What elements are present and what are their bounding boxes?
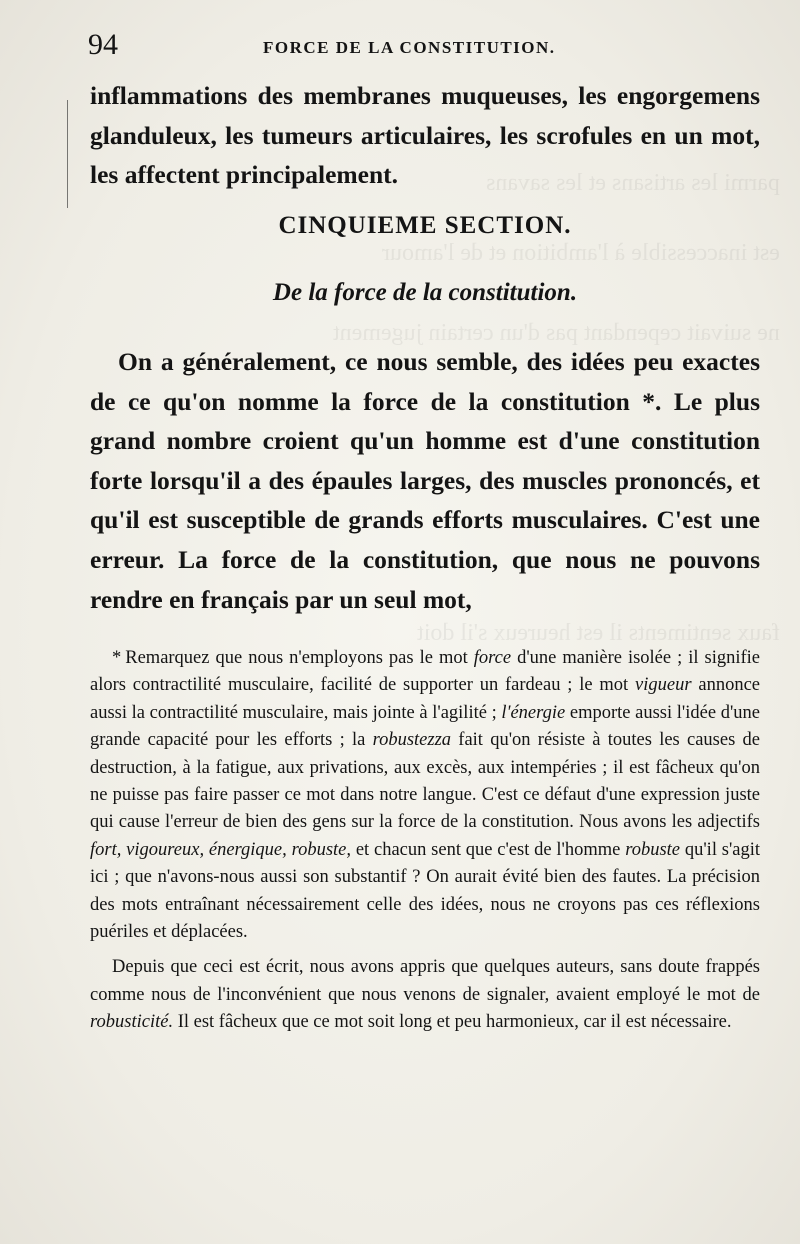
footnote-text: Remarquez que nous n'employons pas le mot: [125, 648, 468, 668]
footnote-term: robusticité.: [90, 1012, 174, 1033]
footnote-paragraph: [90, 645, 760, 946]
footnote-paragraph: [90, 954, 760, 1036]
body-paragraph: [90, 342, 760, 619]
footnote-text: Depuis que ceci est écrit, nous avons appris que quelques auteurs, sans doute frappés comme nous de l'inconvénient que nous venons de signaler, avaient employé le mot de: [90, 957, 760, 1005]
footnote-term: robustezza: [372, 730, 452, 751]
footnote-marker: *: [112, 648, 122, 668]
bleed-through-text: ne suivait cependant pas d'un certain jugement: [333, 320, 780, 346]
footnote-term: robuste: [625, 839, 681, 860]
footnote-text: d'une manière isolée ; il signifie alors contractilité musculaire, facilité de supporter un fardeau ; le mot: [90, 648, 761, 696]
bleed-through-text: parmi les artisans et les savans: [486, 170, 780, 196]
paragraph-text: inflammations des membranes muqueuses, les engorgemens glanduleux, les tumeurs articulaires, les scrofules en un mot, les affectent principalement.: [90, 81, 760, 189]
footnote-text: Il est fâcheux que ce mot soit long et peu harmonieux, car il est nécessaire.: [177, 1012, 732, 1033]
bleed-through-text: faux sentiments il est heureux s'il doit: [417, 620, 780, 646]
bleed-through-text: est inaccessible à l'ambition et de l'amour: [382, 240, 780, 266]
margin-line: [67, 100, 68, 208]
footnote-term: fort, vigoureux, énergique, robuste,: [90, 839, 352, 860]
footnote: [90, 645, 760, 1037]
page-number: 94: [88, 28, 118, 61]
footnote-text: emporte aussi l'idée d'une grande capacité pour les efforts ; la: [90, 702, 760, 751]
footnote-text: annonce aussi la contractilité musculaire, mais jointe à l'agilité ;: [90, 675, 761, 723]
continued-paragraph: [90, 76, 760, 195]
footnote-term: l'énergie: [501, 702, 566, 723]
paragraph-text: On a généralement, ce nous semble, des idées peu exactes de ce qu'on nomme la force de la constitution *. Le plus grand nombre croient qu'un homme est d'une constitution forte lorsqu'il a des épaules larges, des muscles prononcés, et qu'il est susceptible de grands efforts musculaires. C'est une erreur. La force de la constitution, que nous ne pouvons rendre en français par un seul mot,: [90, 347, 760, 614]
section-heading: CINQUIEME SECTION.: [278, 212, 572, 239]
footnote-term: vigueur: [635, 675, 692, 696]
footnote-text: fait qu'on résiste à toutes les causes de destruction, à la fatigue, aux privations, aux excès, aux intempéries ; il est fâcheux qu'on ne puisse pas faire passer ce mot dans notre langue. C'est ce défaut d'une expression juste qui cause l'erreur de bien des gens sur la force de la constitution. Nous avons les adjectifs: [90, 730, 760, 833]
footnote-text: et chacun sent que c'est de l'homme: [355, 839, 621, 860]
running-head: FORCE DE LA CONSTITUTION.: [263, 38, 556, 57]
section-subtitle: De la force de la constitution.: [272, 279, 578, 306]
footnote-text: qu'il s'agit ici ; que n'avons-nous aussi son substantif ? On aurait évité bien des fautes. La précision des mots entraînant nécessairement celle des idées, nous ne croyons pas ces réflexions puériles et déplacées.: [90, 839, 761, 943]
page-header: [88, 28, 758, 68]
footnote-term: force: [473, 648, 512, 668]
